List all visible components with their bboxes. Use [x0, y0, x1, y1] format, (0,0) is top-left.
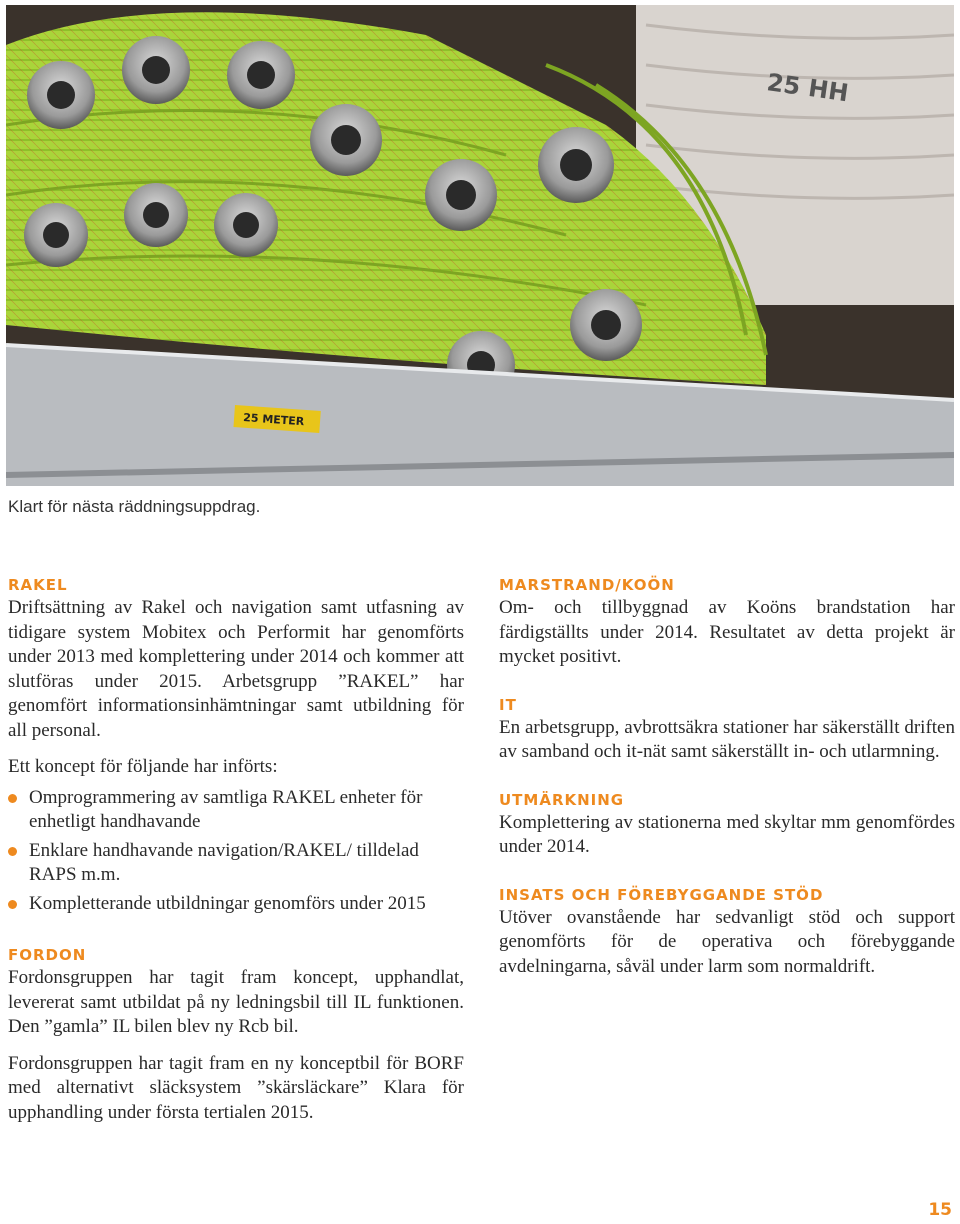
- insats-heading: INSATS OCH FÖREBYGGANDE STÖD: [499, 885, 824, 904]
- bullet-icon: [8, 794, 17, 803]
- list-item-text: Omprogrammering av samtliga RAKEL enheter för enhetligt handhavande: [29, 786, 423, 832]
- right-column: [499, 576, 955, 979]
- it-text: En arbetsgrupp, avbrottsäkra stationer har säkerställt driften av samband och it-nät samt säkerställt in- och utlarmning.: [499, 716, 955, 762]
- rakel-paragraph-1: Driftsättning av Rakel och navigation samt utfasning av tidigare system Mobitex och Performit har genomförts under 2013 med komplettering under 2014 och kommer att slutföras under 2015. Arbetsgrupp ”RAKEL” har genomfört informationsinhämtningar samt utbildning för all personal.: [8, 597, 464, 741]
- section-rakel: [8, 576, 464, 916]
- page-number: 15: [928, 1200, 952, 1220]
- list-item-text: Kompletterande utbildningar genomförs under 2015: [29, 892, 426, 914]
- bullet-icon: [8, 900, 17, 909]
- svg-text:25 HH: 25 HH: [765, 68, 851, 108]
- fordon-paragraph-1: Fordonsgruppen har tagit fram koncept, upphandlat, levererat samt utbildat på ny ledningsbil till IL funktionen. Den ”gamla” IL bilen blev ny Rcb bil.: [8, 967, 464, 1037]
- it-heading: IT: [499, 695, 517, 714]
- list-item: [8, 892, 464, 917]
- utmarkning-heading: UTMÄRKNING: [499, 790, 625, 809]
- svg-text:25 METER: 25 METER: [242, 411, 305, 429]
- fordon-paragraph-2: Fordonsgruppen har tagit fram en ny konceptbil för BORF med alternativt släcksystem ”skärsläckare” Klara för upphandling under första tertialen 2015.: [8, 1052, 464, 1123]
- section-marstrand: [499, 576, 955, 670]
- insats-text: Utöver ovanstående har sedvanligt stöd och support genomförts för de operativa och förebyggande avdelningarna, såväl under larm som normaldrift.: [499, 906, 955, 977]
- left-column: [8, 576, 464, 1125]
- list-item: [8, 839, 464, 888]
- section-insats: [499, 886, 955, 980]
- section-fordon: [8, 946, 464, 1125]
- list-item-text: Enklare handhavande navigation/RAKEL/ tilldelad RAPS m.m.: [29, 839, 419, 885]
- utmarkning-text: Komplettering av stationerna med skyltar mm genomfördes under 2014.: [499, 811, 955, 857]
- bullet-icon: [8, 847, 17, 856]
- photo-caption: Klart för nästa räddningsuppdrag.: [8, 497, 261, 516]
- marstrand-heading: MARSTRAND/KOÖN: [499, 576, 675, 594]
- hero-photo: [6, 5, 954, 486]
- rakel-bullet-list: [8, 786, 464, 917]
- fordon-heading: FORDON: [8, 946, 87, 964]
- marstrand-text: Om- och tillbyggnad av Koöns brandstation har färdigställts under 2014. Resultatet av detta projekt är mycket positivt.: [499, 597, 955, 667]
- rakel-paragraph-2: Ett koncept för följande har införts:: [8, 756, 278, 777]
- rakel-heading: RAKEL: [8, 576, 68, 594]
- list-item: [8, 786, 464, 835]
- section-utmarkning: [499, 791, 955, 860]
- section-it: [499, 696, 955, 765]
